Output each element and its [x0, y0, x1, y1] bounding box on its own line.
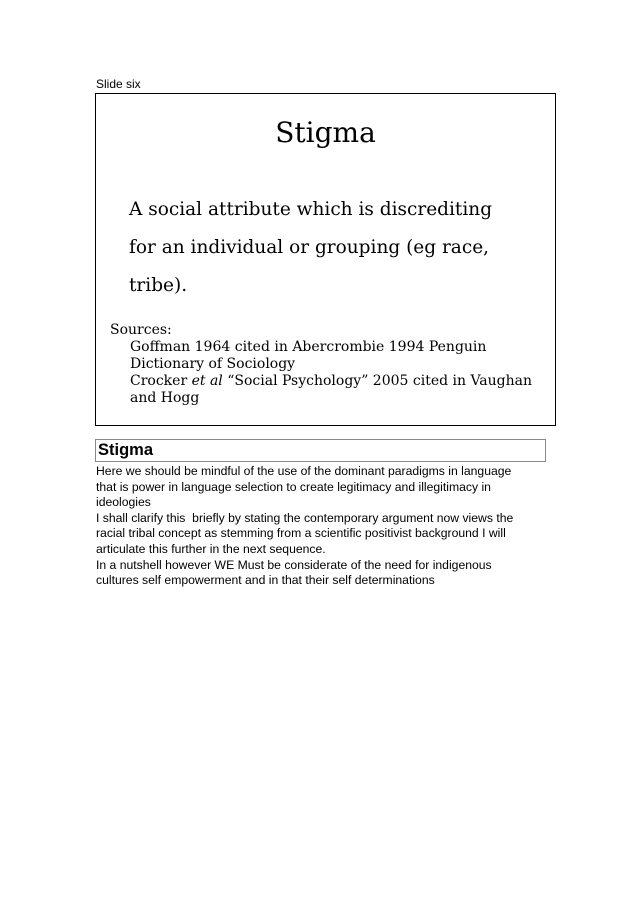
source-prefix: Crocker [130, 373, 192, 389]
notes-heading: Stigma [98, 441, 154, 459]
notes-heading-box [95, 439, 546, 462]
slide-definition [129, 191, 539, 305]
sources-heading: Sources: [110, 322, 172, 338]
source-line: Goffman 1964 cited in Abercrombie 1994 Penguin [130, 339, 487, 355]
notes-line: cultures self empowerment and in that their self determinations [96, 573, 435, 588]
notes-line: that is power in language selection to create legitimacy and illegitimacy in [96, 479, 491, 494]
definition-line: A social attribute which is discrediting [129, 199, 493, 220]
slide-title: Stigma [275, 116, 376, 149]
notes-line: In a nutshell however WE Must be considerate of the need for indigenous [96, 557, 492, 572]
source-goffman [130, 339, 540, 373]
slide-thumbnail [95, 93, 556, 426]
notes-line: Here we should be mindful of the use of the dominant paradigms in language [96, 464, 512, 478]
source-italic: et al [191, 373, 223, 389]
slide-label: Slide six [96, 77, 141, 91]
source-suffix: “Social Psychology” 2005 cited in Vaughan [222, 373, 533, 389]
source-line: Dictionary of Sociology [130, 356, 296, 372]
source-line: and Hogg [130, 390, 200, 406]
source-crocker [130, 373, 540, 407]
notes-line: ideologies [96, 495, 151, 510]
notes-body [96, 464, 556, 589]
source-line [130, 373, 540, 390]
notes-line: articulate this further in the next sequence. [96, 541, 326, 556]
notes-line: I shall clarify this briefly by stating the contemporary argument now views the [96, 510, 514, 525]
definition-line: for an individual or grouping (eg race, [129, 237, 490, 258]
notes-line: racial tribal concept as stemming from a scientific positivist background I will [96, 526, 506, 541]
definition-line: tribe). [129, 275, 188, 296]
